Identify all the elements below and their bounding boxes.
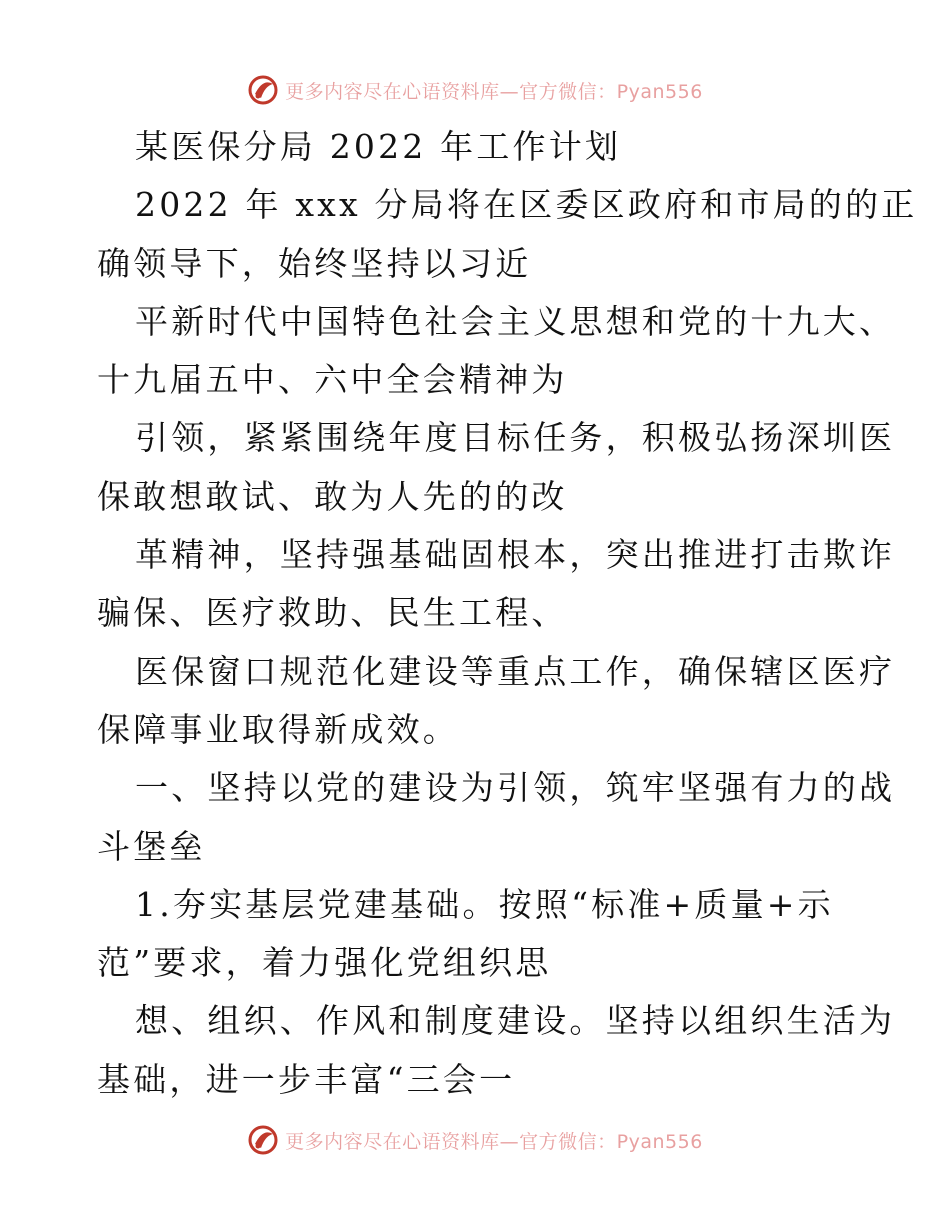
- document-title: 某医保分局 2022 年工作计划: [135, 127, 622, 166]
- footer-watermark-text: 更多内容尽在心语资料库—官方微信：Pyan556: [285, 1130, 703, 1153]
- paragraph-line: 2022 年 xxx 分局将在区委区政府和市局的的正: [135, 185, 918, 225]
- paragraph-line: 引领，紧紧围绕年度目标任务，积极弘扬深圳医: [135, 418, 896, 458]
- paragraph-line: 范”要求，着力强化党组织思: [97, 943, 552, 983]
- document-body: [97, 118, 918, 1109]
- section-heading-line: 一、坚持以党的建设为引领，筑牢坚强有力的战: [135, 768, 896, 808]
- header-watermark-text: 更多内容尽在心语资料库—官方微信：Pyan556: [285, 80, 703, 103]
- paragraph-line: 基础，进一步丰富“三会一: [97, 1059, 516, 1099]
- header-watermark-banner: [0, 70, 950, 110]
- paragraph-line: 平新时代中国特色社会主义思想和党的十九大、: [135, 301, 896, 341]
- paragraph-line: 保敢想敢试、敢为人先的的改: [97, 476, 568, 516]
- paragraph-line: 想、组织、作风和制度建设。坚持以组织生活为: [135, 1001, 896, 1041]
- paragraph-line: 革精神，坚持强基础固根本，突出推进打击欺诈: [135, 535, 896, 575]
- red-scroll-logo-icon: [247, 1124, 279, 1156]
- paragraph-line: 十九届五中、六中全会精神为: [97, 360, 568, 400]
- paragraph-line: 医保窗口规范化建设等重点工作，确保辖区医疗: [135, 651, 896, 691]
- paragraph-line: 保障事业取得新成效。: [97, 709, 459, 749]
- footer-watermark-banner: [0, 1120, 950, 1160]
- red-scroll-logo-icon: [247, 74, 279, 106]
- paragraph-line: 骗保、医疗救助、民生工程、: [97, 593, 568, 633]
- paragraph-line: 1.夯实基层党建基础。按照“标准+质量+示: [135, 884, 834, 924]
- paragraph-line: 确领导下，始终坚持以习近: [97, 243, 532, 283]
- section-heading-line: 斗堡垒: [97, 826, 206, 866]
